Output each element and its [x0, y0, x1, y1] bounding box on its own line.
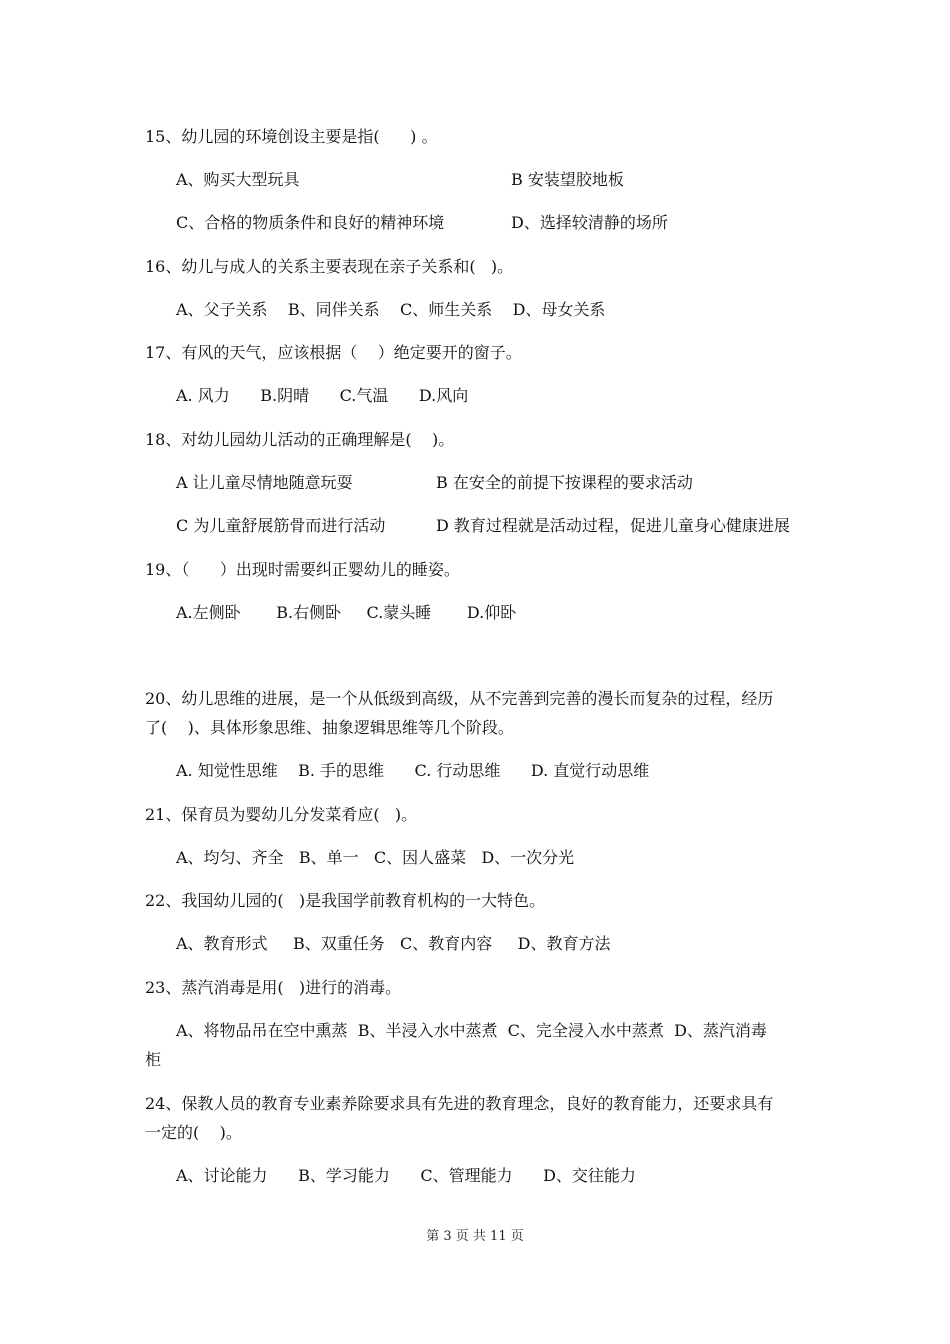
question-stem-line1: 24、保教人员的教育专业素养除要求具有先进的教育理念，良好的教育能力，还要求具有: [145, 1094, 774, 1113]
option-a: A 让儿童尽情地随意玩耍: [176, 473, 353, 492]
option-d: D、选择较清静的场所: [511, 213, 668, 232]
option-d: D 教育过程就是活动过程，促进儿童身心健康进展: [436, 516, 790, 535]
question-stem: 17、有风的天气，应该根据（ ）绝定要开的窗子。: [145, 343, 522, 362]
question-stem: 16、幼儿与成人的关系主要表现在亲子关系和( )。: [145, 257, 514, 276]
options-line1: A、将物品吊在空中熏蒸 B、半浸入水中蒸煮 C、完全浸入水中蒸煮 D、蒸汽消毒: [176, 1021, 767, 1040]
question-stem: 19、（ ）出现时需要纠正婴幼儿的睡姿。: [145, 560, 460, 579]
question-stem: 22、我国幼儿园的( )是我国学前教育机构的一大特色。: [145, 891, 546, 910]
option-c: C 为儿童舒展筋骨而进行活动: [176, 516, 386, 535]
options-line: A. 风力 B.阴晴 C.气温 D.风向: [176, 386, 469, 405]
options-line: A、父子关系 B、同伴关系 C、师生关系 D、母女关系: [176, 300, 606, 319]
question-stem-line2: 一定的( )。: [145, 1123, 242, 1142]
question-stem-line2: 了( )、具体形象思维、抽象逻辑思维等几个阶段。: [145, 718, 514, 737]
options-line: A、教育形式 B、双重任务 C、教育内容 D、教育方法: [176, 934, 611, 953]
question-stem: 18、对幼儿园幼儿活动的正确理解是( )。: [145, 430, 455, 449]
question-stem: 23、蒸汽消毒是用( )进行的消毒。: [145, 978, 402, 997]
option-b: B 在安全的前提下按课程的要求活动: [436, 473, 693, 492]
question-stem: 21、保育员为婴幼儿分发菜肴应( )。: [145, 805, 418, 824]
options-line: A.左侧卧 B.右侧卧 C.蒙头睡 D.仰卧: [176, 603, 517, 622]
question-stem-line1: 20、幼儿思维的进展，是一个从低级到高级，从不完善到完善的漫长而复杂的过程，经历: [145, 689, 774, 708]
option-b: B 安装望胶地板: [511, 170, 624, 189]
options-line: A. 知觉性思维 B. 手的思维 C. 行动思维 D. 直觉行动思维: [176, 761, 650, 780]
options-line2: 柜: [145, 1050, 162, 1069]
question-stem: 15、幼儿园的环境创设主要是指( ) 。: [145, 127, 438, 146]
option-a: A、购买大型玩具: [176, 170, 300, 189]
options-line: A、讨论能力 B、学习能力 C、管理能力 D、交往能力: [176, 1166, 636, 1185]
options-line: A、均匀、齐全 B、单一 C、因人盛菜 D、一次分光: [176, 848, 575, 867]
option-c: C、合格的物质条件和良好的精神环境: [176, 213, 445, 232]
page-number: 第 3 页 共 11 页: [426, 1229, 524, 1244]
